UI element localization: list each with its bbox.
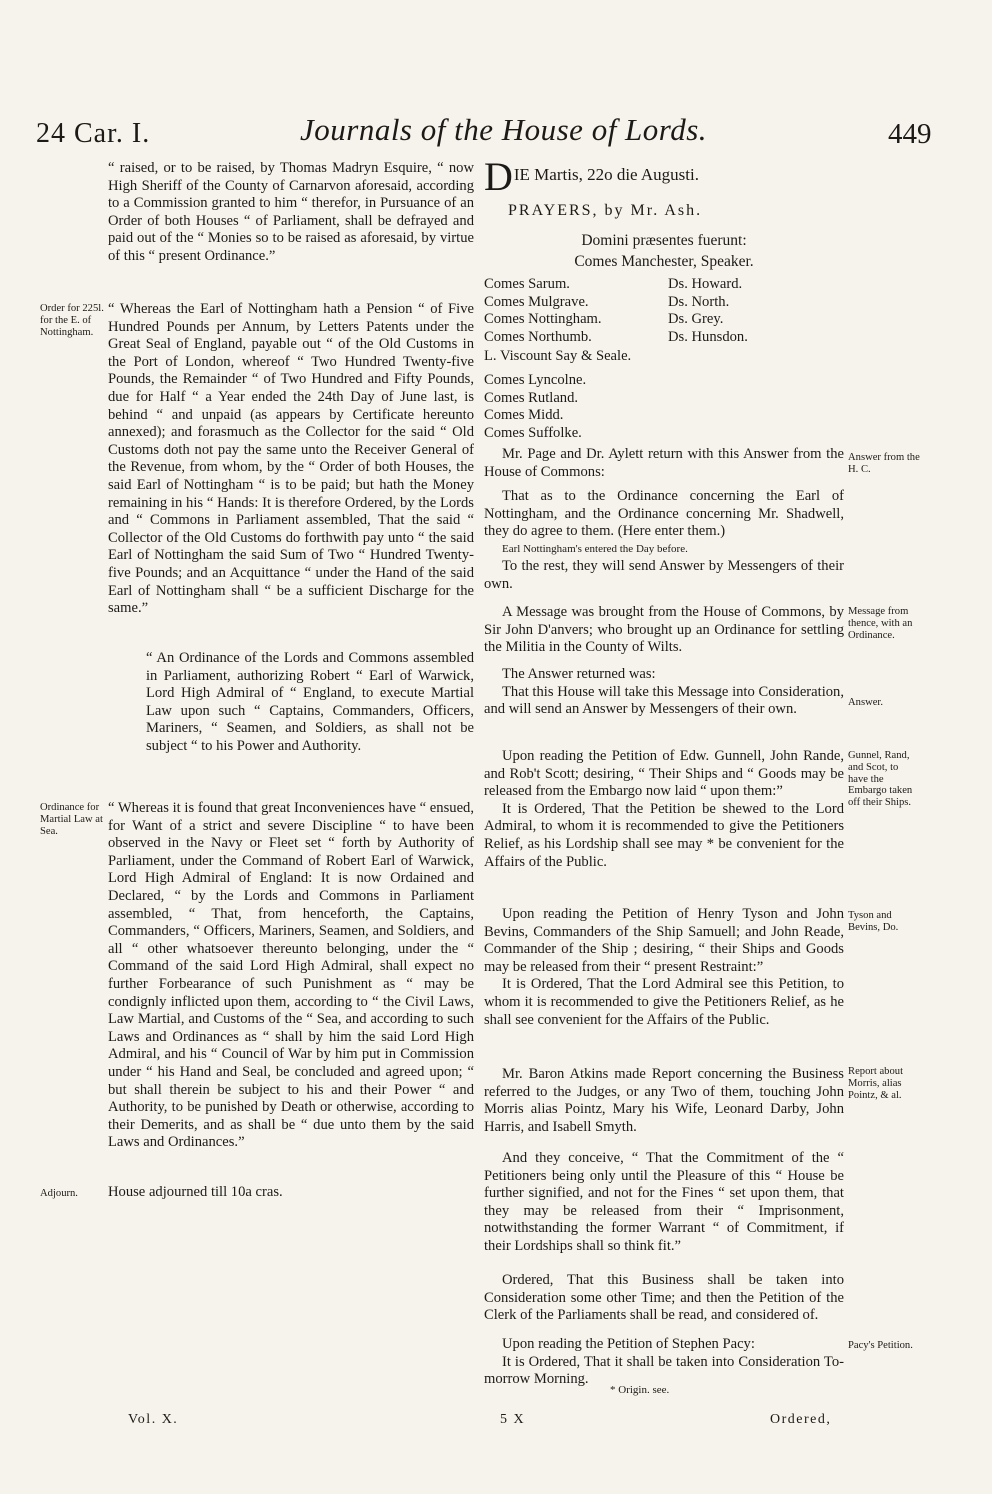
viscount-line: L. Viscount Say & Seale. bbox=[484, 348, 632, 364]
margin-note: Message from thence, with an Ordinance. bbox=[848, 606, 913, 641]
paragraph: Ordered, That this Business shall be taken into Consideration some other Time; and then the Petition of the Clerk of the Parliaments shall be read, and considered of. bbox=[484, 1272, 844, 1324]
nottingham-order bbox=[108, 301, 474, 618]
lords-list-barons bbox=[668, 276, 748, 346]
entry-pacy-petition bbox=[484, 1336, 844, 1389]
lord-name: Comes Mulgrave. bbox=[484, 293, 589, 310]
lord-name: Comes Northumb. bbox=[484, 328, 592, 345]
paragraph: The Answer returned was: bbox=[502, 666, 656, 682]
paragraph: It is Ordered, That the Petition be shewed to the Lord Admiral, to whom it is recommended to give the Petitioners Relief, as his Lordship shall see may * be convenient for the Affairs of the Public. bbox=[484, 800, 844, 870]
paragraph: “ raised, or to be raised, by Thomas Madryn Esquire, “ now High Sheriff of the County of Carnarvon aforesaid, according to a Commission granted to him “ therefor, in Pursuance of an Order of both Houses “ of Parliament, shall be defrayed and paid out of the “ Monies so to be raised as aforesaid, by virtue of this “ present Ordinance.” bbox=[108, 160, 474, 264]
ordinance-text-continued bbox=[108, 160, 474, 266]
paragraph: “ Whereas it is found that great Inconveniences have “ ensued, for Want of a strict and severe Discipline “ to have been observed in the Navy or Fleet set “ forth by Authority of Parliament, under the Command of Robert Earl of Warwick, Lord High Admiral of England: It is now Ordained and Declared, “ by the Lords and Commons in Parliament assembled, “ That, from henceforth, the Captains, Commanders, “ Officers, Mariners, Seamen, and Soldiers, and all “ other whatsoever thereunto belonging, under the “ Command of the said Lord High Admiral, shall expect no further Forbearance of such Punishment as “ may be condignly inflicted upon them, according to “ the Civil Laws, Law Martial, and Customs of the “ Sea, and according to such Laws and Ordinances as “ shall by him the said Lord High Admiral, and his “ Council of War by him put in Commission under “ his Hand and Seal, be concluded and agreed upon; “ but shall therein be subject to his and their Power “ and Authority, to be punished by Death or otherwise, according to their Demerits, and as shall be “ due unto them by the said Laws and Ordinances.” bbox=[108, 800, 474, 1151]
paragraph: House adjourned till 10a cras. bbox=[108, 1184, 283, 1200]
adjournment bbox=[108, 1184, 474, 1202]
margin-note: Pacy's Petition. bbox=[848, 1340, 913, 1351]
speaker-line: Comes Manchester, Speaker. bbox=[574, 253, 754, 270]
lord-name: Comes Suffolke. bbox=[484, 424, 582, 441]
paragraph: “ An Ordinance of the Lords and Commons assembled in Parliament, authorizing Robert “ Earl of Warwick, Lord High Admiral of “ England, to execute Martial Law upon such “ Captains, Commanders, Officers, Mariners, “ Seamen, and Soldiers, as shall not be subject “ to his Power and Authority. bbox=[146, 650, 474, 754]
entry-answer-from-commons bbox=[484, 446, 844, 481]
martial-law-ordinance-title bbox=[146, 650, 474, 756]
paragraph: It is Ordered, That the Lord Admiral see this Petition, to whom it is recommended to give the Petitioners Relief, as he shall see convenient for the Affairs of the Public. bbox=[484, 976, 844, 1028]
lord-name: Comes Lyncolne. bbox=[484, 372, 587, 388]
signature-mark: 5 X bbox=[500, 1412, 526, 1427]
entry-tyson-petition bbox=[484, 906, 844, 1029]
margin-note: Tyson and Bevins, Do. bbox=[848, 910, 899, 933]
paragraph: That as to the Ordinance concerning the Earl of Nottingham, and the Ordinance concerning Mr. Shadwell, they do agree to them. (Here enter them.) bbox=[484, 488, 844, 540]
page-title: Journals of the House of Lords. bbox=[300, 112, 708, 147]
prayers-line: PRAYERS, by Mr. Ash. bbox=[508, 202, 703, 219]
header-regnal-year: 24 Car. I. bbox=[36, 118, 151, 149]
lord-name: Ds. Grey. bbox=[668, 311, 724, 327]
catchword: Ordered, bbox=[770, 1412, 832, 1427]
entry-message-militia bbox=[484, 604, 844, 657]
entry-answer-returned bbox=[484, 666, 844, 719]
paragraph: Mr. Page and Dr. Aylett return with this Answer from the House of Commons: bbox=[484, 446, 844, 480]
paragraph: It is Ordered, That it shall be taken into Consideration To-morrow Morning. bbox=[484, 1353, 844, 1388]
lords-present-heading: Domini præsentes fuerunt: bbox=[581, 232, 747, 249]
lord-name: Ds. North. bbox=[668, 293, 730, 310]
paragraph: To the rest, they will send Answer by Messengers of their own. bbox=[484, 558, 844, 592]
margin-note: Answer. bbox=[848, 697, 884, 708]
lord-name: Ds. Howard. bbox=[668, 276, 743, 292]
small-note: Earl Nottingham's entered the Day before. bbox=[502, 542, 688, 555]
paragraph: Upon reading the Petition of Stephen Pacy: bbox=[502, 1336, 755, 1352]
paragraph: Upon reading the Petition of Edw. Gunnell, John Rande, and Rob't Scott; desiring, “ Their Ships and “ Goods may be released from the Embargo now laid “ upon them:” bbox=[484, 748, 844, 800]
paragraph: Upon reading the Petition of Henry Tyson and John Bevins, Commanders of the Ship Samuell; and John Reade, Commander of the Ship ; desiring, “ their Ships and Goods may be released from their “ present Restraint:” bbox=[484, 906, 844, 975]
paragraph: “ Whereas the Earl of Nottingham hath a Pension “ of Five Hundred Pounds per Annum, by Letters Patents under the Great Seal of England, payable out “ of the Old Customs in the Port of London, whereof “ Two Hundred Twenty-five Pounds, the Remainder “ of Two Hundred and Fifty Pounds, due for Half “ a Year ended the 24th Day of June last, is behind “ and unpaid (as appears by Certificate hereunto annexed); and forasmuch as the Collector for the said “ Old Customs doth not pay the same unto the Receiver General of the Revenue, from whom, by the “ Order of both Houses, the said Earl of Nottingham “ is to be paid; but hath the Money remaining in his “ Hands: It is therefore Ordered, by the Lords and “ Commons in Parliament assembled, That the said “ Collector of the Old Customs do forthwith pay unto “ the said Earl of Nottingham the said Sum of Two “ Hundred Twenty-five Pounds; and an Acquittance “ under the Hand of the said Earl of Nottingham shall “ be a sufficient Discharge for the same.” bbox=[108, 301, 474, 617]
entry-agreement bbox=[484, 488, 844, 594]
lord-name: Comes Midd. bbox=[484, 407, 564, 423]
margin-note: Order for 225l. for the E. of Nottingham. bbox=[40, 303, 104, 338]
drop-cap: D bbox=[484, 154, 513, 199]
margin-note: Ordinance for Martial Law at Sea. bbox=[40, 802, 103, 837]
margin-note: Report about Morris, alias Pointz, & al. bbox=[848, 1066, 904, 1101]
lord-name: Ds. Hunsdon. bbox=[668, 328, 748, 345]
date-text: IE Martis, 22o die Augusti. bbox=[513, 165, 699, 184]
margin-note: Answer from the H. C. bbox=[848, 452, 920, 475]
entry-ordered-business bbox=[484, 1272, 844, 1325]
margin-note: Gunnel, Rand, and Scot, to have the Embargo taken off their Ships. bbox=[848, 750, 913, 809]
sitting-date bbox=[484, 154, 699, 199]
footnote: * Origin. see. bbox=[610, 1384, 670, 1396]
martial-law-ordinance-text bbox=[108, 800, 474, 1152]
lord-name: Comes Sarum. bbox=[484, 276, 570, 292]
margin-note: Adjourn. bbox=[40, 1188, 78, 1199]
page-number: 449 bbox=[888, 118, 932, 150]
lord-name: Comes Rutland. bbox=[484, 389, 579, 406]
lord-name: Comes Nottingham. bbox=[484, 311, 602, 327]
volume-label: Vol. X. bbox=[128, 1412, 179, 1427]
paragraph: A Message was brought from the House of Commons, by Sir John D'anvers; who brought up an Ordinance for settling the Militia in the County of Wilts. bbox=[484, 604, 844, 656]
entry-atkins-report bbox=[484, 1066, 844, 1136]
paragraph: And they conceive, “ That the Commitment of the “ Petitioners being only until the Pleasure of this “ House be further signified, and not for the Fines “ set upon them, that they may be released from their “ Imprisonment, notwithstanding the former Warrant “ of Commitment, if their Lordships shall so think fit.” bbox=[484, 1150, 844, 1254]
lords-list-more bbox=[484, 372, 586, 442]
paragraph: Mr. Baron Atkins made Report concerning the Business referred to the Judges, or any Two of them, touching John Morris alias Pointz, Mary his Wife, Leonard Darby, John Harris, and Isabell Smyth. bbox=[484, 1066, 844, 1135]
entry-gunnell-petition bbox=[484, 748, 844, 871]
lords-list-earls bbox=[484, 276, 602, 346]
paragraph: That this House will take this Message into Consideration, and will send an Answer by Messengers of their own. bbox=[484, 683, 844, 718]
entry-judges-conceive bbox=[484, 1150, 844, 1256]
